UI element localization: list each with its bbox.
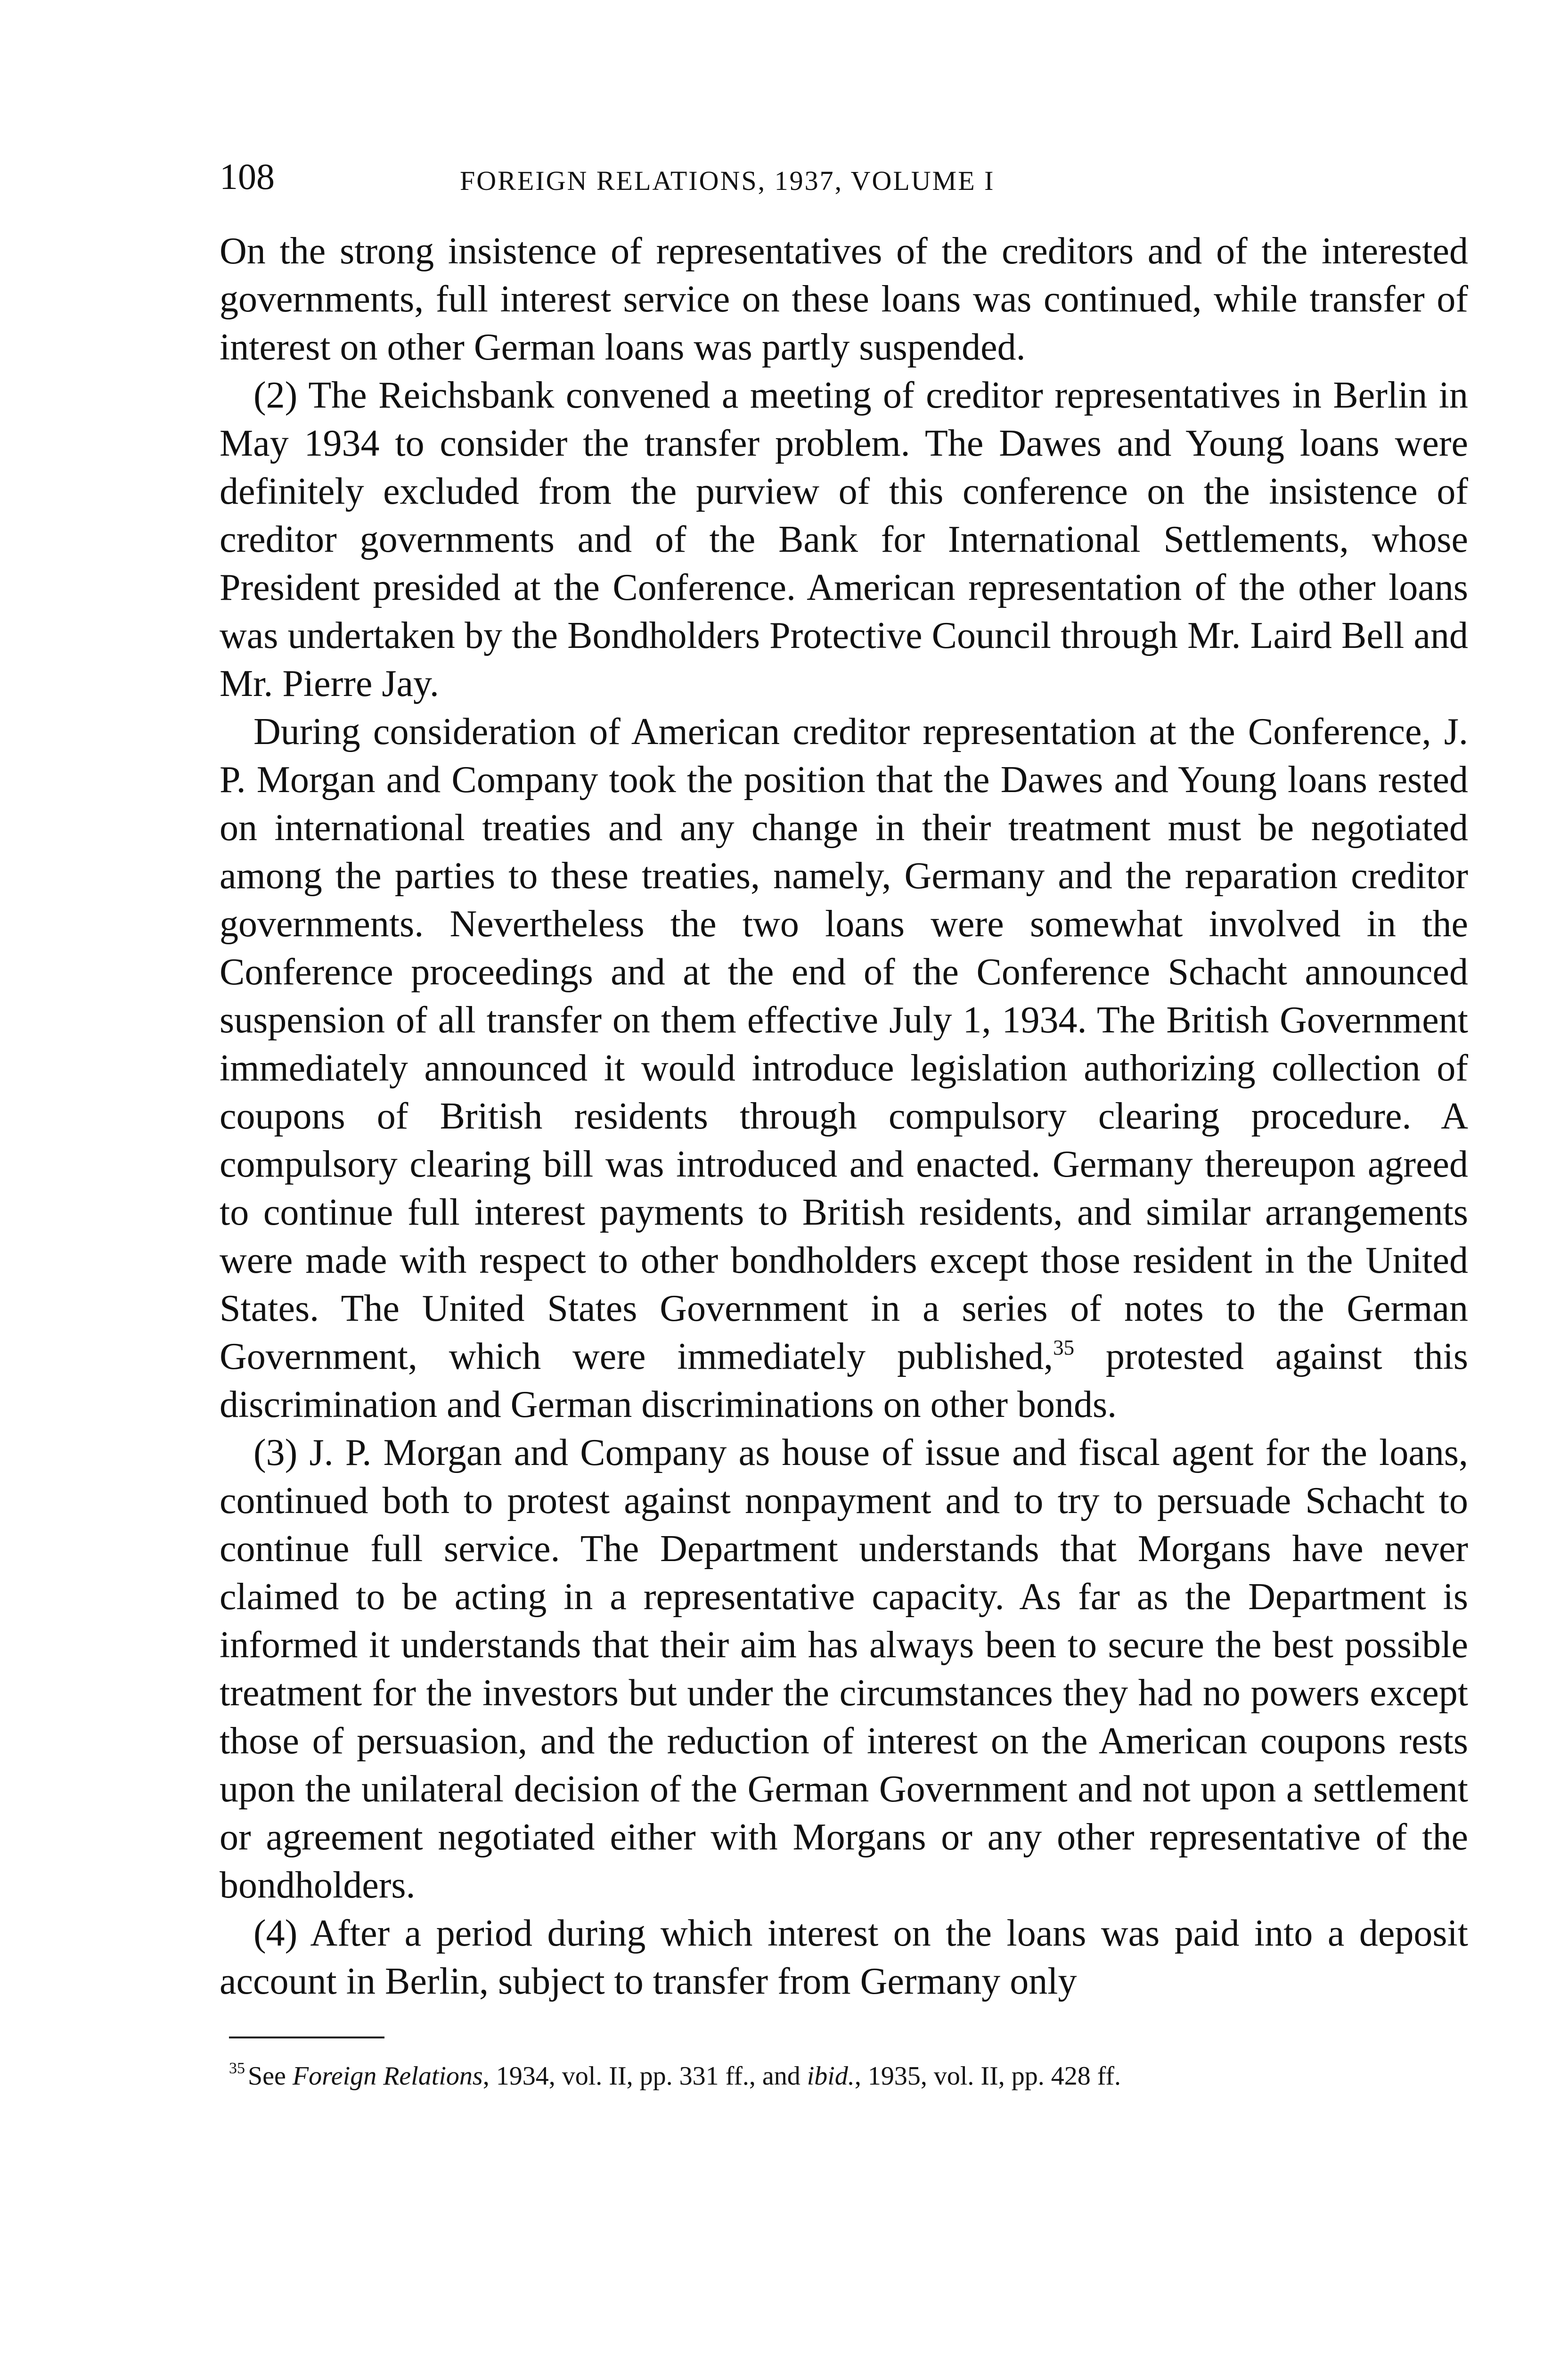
paragraph — [220, 708, 1468, 1429]
paragraph: On the strong insistence of representatives of the creditors and of the interested governments, full interest service on these loans was continued, while transfer of interest on other German loans was partly suspended. — [220, 230, 1468, 368]
footnote-ibid: ibid. — [807, 2062, 855, 2091]
footnote-cited-title: Foreign Relations — [292, 2062, 483, 2091]
document-page — [220, 155, 1468, 2093]
footnote-reference: 35 — [1053, 1336, 1075, 1359]
paragraph-text: protested against this discrimination and German discriminations on other bonds. — [220, 1336, 1468, 1425]
footnote-volume: II — [980, 2062, 998, 2091]
footnote-volume: II — [609, 2062, 627, 2091]
footnote-text: See — [248, 2062, 293, 2091]
paragraph: (3) J. P. Morgan and Company as house of issue and fiscal agent for the loans, continued both to protest against nonpayment and to try to persuade Schacht to continue full service. The Department understands that Morgans have never claimed to be acting in a representative capacity. As far as the Department is informed it understands that their aim has always been to secure the best possible treatment for the investors but under the circumstances they had no powers except those of persuasion, and the reduction of interest on the American coupons rests upon the unilateral decision of the German Government and not upon a settlement or agreement negotiated either with Morgans or any other representative of the bondholders. — [220, 1432, 1468, 1906]
page-number: 108 — [220, 156, 275, 197]
footnote-divider — [229, 2037, 384, 2038]
footnote-text: , 1935, vol. — [854, 2062, 981, 2091]
paragraph-text: During consideration of American creditor representation at the Conference, J. P. Morgan and Company took the position that the Dawes and Young loans rested on international treaties and any change in their treatment must be negotiated among the parties to these treaties, namely, Germany and the reparation creditor governments. Nevertheless the two loans were somewhat involved in the Conference proceedings and at the end of the Conference Schacht announced suspension of all transfer on them effective July 1, 1934. The British Government immediately announced it would introduce legislation authorizing collection of coupons of British residents through compulsory clearing procedure. A compulsory clearing bill was introduced and enacted. Germany thereupon agreed to continue full interest payments to British residents, and similar arrangements were made with respect to other bondholders except those resident in the United States. The United States Government in a series of notes to the German Government, which were immediately published, — [220, 711, 1468, 1377]
running-head: FOREIGN RELATIONS, 1937, VOLUME I — [460, 165, 995, 196]
footnote-text: , 1934, vol. — [482, 2062, 609, 2091]
page-header — [220, 155, 1468, 207]
paragraph: (4) After a period during which interest on the loans was paid into a deposit account in Berlin, subject to transfer from Germany only — [220, 1913, 1468, 2002]
footnote-text: , pp. 331 ff., and — [626, 2062, 807, 2091]
paragraph: (2) The Reichsbank convened a meeting of creditor representatives in Berlin in May 1934 to consider the transfer problem. The Dawes and Young loans were definitely excluded from the purview of this conference on the insistence of creditor governments and of the Bank for International Settlements, whose President presided at the Conference. American representation of the other loans was undertaken by the Bondholders Protective Council through Mr. Laird Bell and Mr. Pierre Jay. — [220, 375, 1468, 704]
footnote-mark: 35 — [229, 2060, 245, 2077]
footnote-text: , pp. 428 ff. — [998, 2062, 1121, 2091]
body-text — [220, 227, 1468, 2005]
footnote — [220, 2059, 1468, 2093]
